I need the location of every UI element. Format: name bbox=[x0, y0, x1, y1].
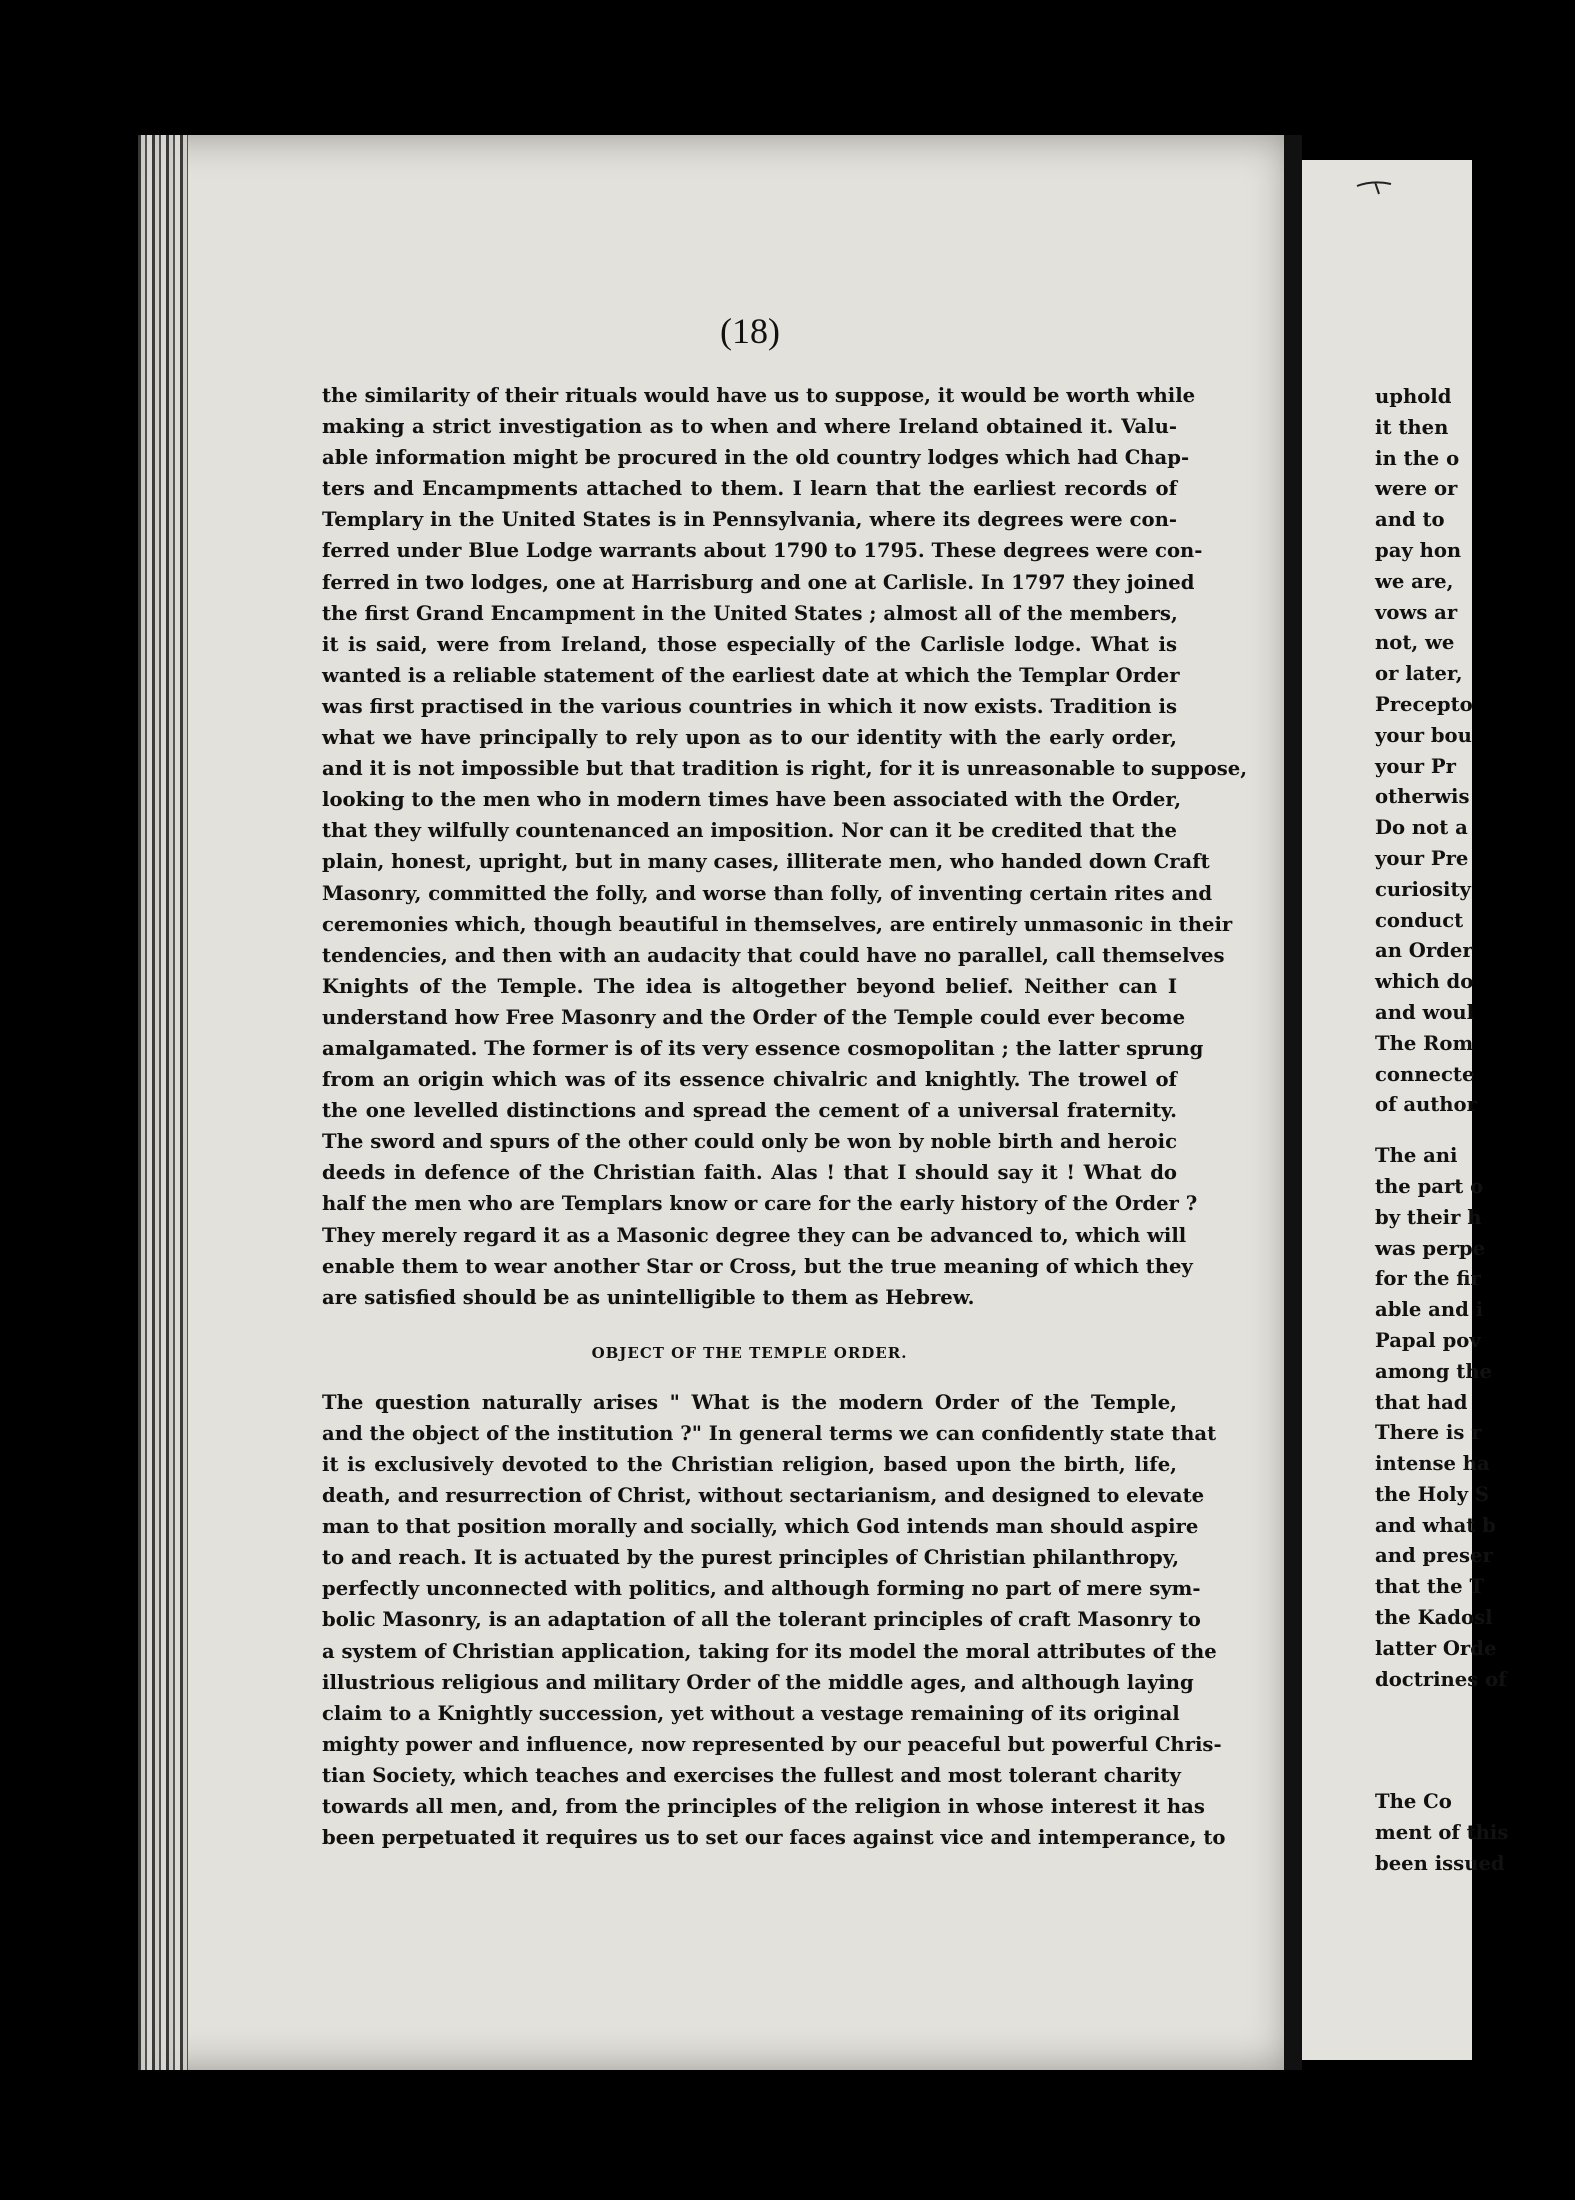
text-line: the part o bbox=[1375, 1174, 1484, 1198]
text-line: ceremonies which, though beautiful in themselves, are entirely unmasonic in their bbox=[322, 912, 1233, 936]
text-line: Papal pov bbox=[1375, 1328, 1481, 1352]
main-text-column bbox=[322, 380, 1248, 1853]
text-line: an Order bbox=[1375, 939, 1473, 963]
text-line: are satisfied should be as unintelligible to them as Hebrew. bbox=[322, 1285, 975, 1309]
page-number: (18) bbox=[720, 311, 780, 351]
text-line: The sword and spurs of the other could only be won by noble birth and heroic bbox=[322, 1130, 1177, 1154]
text-line: the one levelled distinctions and spread the cement of a universal fraternity. bbox=[322, 1099, 1177, 1123]
text-line: what we have principally to rely upon as to our identity with the early order, bbox=[322, 726, 1177, 750]
text-line: that had bbox=[1375, 1390, 1468, 1414]
text-line: was first practised in the various countries in which it now exists. Tradition is bbox=[322, 694, 1177, 718]
text-line: bolic Masonry, is an adaptation of all the tolerant principles of craft Masonry to bbox=[322, 1608, 1201, 1632]
text-line: Masonry, committed the folly, and worse than folly, of inventing certain rites and bbox=[322, 881, 1213, 905]
text-line: not, we bbox=[1375, 631, 1455, 655]
text-line: in the o bbox=[1375, 446, 1460, 470]
text-line: it is exclusively devoted to the Christian religion, based upon the birth, life, bbox=[322, 1453, 1177, 1476]
text-line: the Holy S bbox=[1375, 1482, 1489, 1506]
text-line: They merely regard it as a Masonic degree they can be advanced to, which will bbox=[322, 1223, 1187, 1247]
text-line: man to that position morally and socially, which God intends man should aspire bbox=[322, 1515, 1199, 1539]
text-line: the similarity of their rituals would have us to suppose, it would be worth while bbox=[322, 384, 1196, 407]
text-line: illustrious religious and military Order of the middle ages, and although laying bbox=[322, 1670, 1194, 1694]
text-line: latter Orde bbox=[1375, 1636, 1497, 1660]
text-line: and preser bbox=[1375, 1544, 1493, 1568]
text-line: ferred in two lodges, one at Harrisburg and one at Carlisle. In 1797 they joined bbox=[322, 570, 1195, 594]
text-line: or later, bbox=[1375, 662, 1463, 686]
facing-group-1 bbox=[1375, 382, 1575, 1121]
paragraph-2 bbox=[322, 1387, 1226, 1853]
text-line: amalgamated. The former is of its very essence cosmopolitan ; the latter sprung bbox=[322, 1036, 1204, 1060]
text-line: The Rom bbox=[1375, 1031, 1474, 1055]
text-line: half the men who are Templars know or care for the early history of the Order ? bbox=[322, 1192, 1198, 1216]
text-line: The Co bbox=[1375, 1790, 1452, 1814]
text-line: understand how Free Masonry and the Order of the Temple could ever become bbox=[322, 1005, 1186, 1029]
text-line: The ani bbox=[1375, 1144, 1458, 1168]
text-line: plain, honest, upright, but in many cases, illiterate men, who handed down Craft bbox=[322, 850, 1210, 874]
text-line: was perpe bbox=[1375, 1236, 1486, 1260]
text-line: Precepto bbox=[1375, 692, 1473, 716]
paragraph-1 bbox=[322, 380, 1248, 1313]
text-line: There is r bbox=[1375, 1421, 1482, 1445]
text-line: that they wilfully countenanced an imposition. Nor can it be credited that the bbox=[322, 819, 1177, 843]
text-line: ment of this bbox=[1375, 1821, 1509, 1845]
text-line: the first Grand Encampment in the United States ; almost all of the members, bbox=[322, 601, 1178, 625]
text-line: of author bbox=[1375, 1093, 1477, 1117]
text-line: by their h bbox=[1375, 1205, 1482, 1229]
text-line: conduct bbox=[1375, 908, 1464, 932]
text-line: ters and Encampments attached to them. I learn that the earliest records of bbox=[322, 477, 1177, 501]
text-line: making a strict investigation as to when and where Ireland obtained it. Valu- bbox=[322, 415, 1177, 439]
text-line: been issued bbox=[1375, 1852, 1505, 1876]
text-line: for the fir bbox=[1375, 1267, 1481, 1291]
text-line: and to bbox=[1375, 508, 1445, 532]
text-line: and the object of the institution ?" In general terms we can confidently state that bbox=[322, 1421, 1217, 1445]
text-line: mighty power and influence, now represented by our peaceful but powerful Chris- bbox=[322, 1732, 1222, 1756]
text-line: claim to a Knightly succession, yet without a vestage remaining of its original bbox=[322, 1701, 1180, 1725]
text-line: a system of Christian application, taking for its model the moral attributes of the bbox=[322, 1639, 1217, 1663]
text-line: The question naturally arises " What is the modern Order of the Temple, bbox=[322, 1390, 1177, 1414]
text-line: it then bbox=[1375, 415, 1449, 439]
facing-page-text bbox=[1375, 382, 1575, 1880]
text-line: towards all men, and, from the principles of the religion in whose interest it has bbox=[322, 1795, 1205, 1819]
text-line: tendencies, and then with an audacity that could have no parallel, call themselves bbox=[322, 943, 1225, 967]
text-line: that the T bbox=[1375, 1575, 1485, 1599]
text-line: your Pre bbox=[1375, 846, 1469, 870]
text-line: we are, bbox=[1375, 569, 1454, 593]
text-line: Templary in the United States is in Pennsylvania, where its degrees were con- bbox=[322, 508, 1177, 532]
text-line: death, and resurrection of Christ, without sectarianism, and designed to elevate bbox=[322, 1484, 1205, 1508]
text-line: to and reach. It is actuated by the purest principles of Christian philanthropy, bbox=[322, 1546, 1180, 1570]
text-line: able information might be procured in the old country lodges which had Chap- bbox=[322, 446, 1190, 470]
page-gutter-shadow bbox=[1284, 135, 1302, 2070]
text-line: from an origin which was of its essence chivalric and knightly. The trowel of bbox=[322, 1068, 1177, 1092]
text-line: your bou bbox=[1375, 723, 1472, 747]
text-line: the Kadosl bbox=[1375, 1606, 1493, 1630]
text-line: were or bbox=[1375, 477, 1458, 501]
text-line: been perpetuated it requires us to set our faces against vice and intemperance, to bbox=[322, 1826, 1226, 1850]
text-line: among the bbox=[1375, 1359, 1493, 1383]
text-line: Do not a bbox=[1375, 816, 1468, 840]
text-line: and it is not impossible but that tradition is right, for it is unreasonable to suppose, bbox=[322, 757, 1248, 781]
text-line: and woul bbox=[1375, 1000, 1475, 1024]
text-line: able and i bbox=[1375, 1298, 1484, 1322]
text-line: intense ha bbox=[1375, 1452, 1490, 1476]
section-heading: OBJECT OF THE TEMPLE ORDER. bbox=[591, 1343, 908, 1362]
text-line: deeds in defence of the Christian faith. Alas ! that I should say it ! What do bbox=[322, 1161, 1177, 1185]
text-line: curiosity bbox=[1375, 877, 1471, 901]
text-line: connecte bbox=[1375, 1062, 1475, 1086]
text-line: enable them to wear another Star or Cross, but the true meaning of which they bbox=[322, 1254, 1193, 1278]
facing-group-3 bbox=[1375, 1787, 1575, 1879]
text-line: ferred under Blue Lodge warrants about 1790 to 1795. These degrees were con- bbox=[322, 539, 1203, 563]
pencil-mark-icon bbox=[1355, 178, 1395, 198]
text-line: which do bbox=[1375, 970, 1474, 994]
page-binding-edge bbox=[138, 135, 188, 2070]
text-line: uphold bbox=[1375, 385, 1452, 408]
text-line: pay hon bbox=[1375, 538, 1462, 562]
text-line: wanted is a reliable statement of the earliest date at which the Templar Order bbox=[322, 663, 1180, 687]
text-line: and what b bbox=[1375, 1513, 1496, 1537]
facing-group-2 bbox=[1375, 1141, 1575, 1695]
text-line: perfectly unconnected with politics, and although forming no part of mere sym- bbox=[322, 1577, 1201, 1601]
text-line: tian Society, which teaches and exercises the fullest and most tolerant charity bbox=[322, 1763, 1181, 1787]
text-line: it is said, were from Ireland, those especially of the Carlisle lodge. What is bbox=[322, 632, 1177, 656]
text-line: doctrines of bbox=[1375, 1667, 1507, 1691]
text-line: your Pr bbox=[1375, 754, 1456, 778]
text-line: looking to the men who in modern times have been associated with the Order, bbox=[322, 788, 1182, 812]
text-line: otherwis bbox=[1375, 785, 1470, 809]
text-line: vows ar bbox=[1375, 600, 1458, 624]
text-line: Knights of the Temple. The idea is altogether beyond belief. Neither can I bbox=[322, 974, 1177, 998]
